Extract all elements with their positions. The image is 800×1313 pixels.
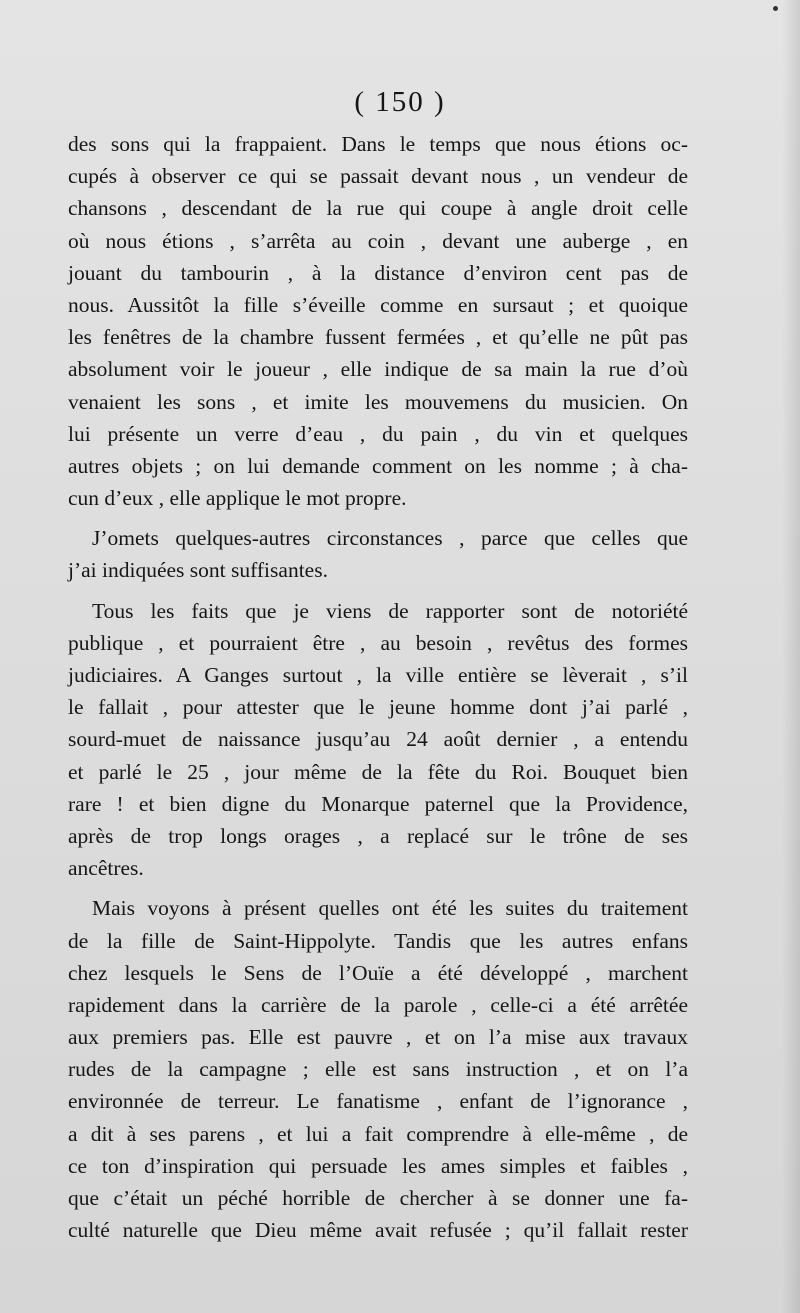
text-line: des sons qui la frappaient. Dans le temps que nous étions oc- <box>68 132 688 156</box>
text-line: le fallait , pour attester que le jeune homme dont j’ai parlé , <box>68 695 688 720</box>
text-line: publique , et pourraient être , au besoin , revêtus des formes <box>68 630 688 655</box>
text-line: venaient les sons , et imite les mouvemens du musicien. On <box>68 389 688 414</box>
text-line: les fenêtres de la chambre fussent fermées , et qu’elle ne pût pas <box>68 325 688 350</box>
text-line: environnée de terreur. Le fanatisme , enfant de l’ignorance , <box>68 1089 688 1114</box>
text-line: que c’était un péché horrible de chercher à se donner une fa- <box>68 1186 688 1210</box>
text-line: après de trop longs orages , a replacé sur le trône de ses <box>68 823 688 848</box>
text-line: jouant du tambourin , à la distance d’environ cent pas de <box>68 260 688 285</box>
text-line: cupés à observer ce qui se passait devant nous , un vendeur de <box>68 164 688 189</box>
text-line: absolument voir le joueur , elle indique de sa main la rue d’où <box>68 357 688 382</box>
text-line: Tous les faits que je viens de rapporter sont de notoriété <box>92 598 688 623</box>
text-line: où nous étions , s’arrêta au coin , devant une auberge , en <box>68 228 688 253</box>
text-line: chansons , descendant de la rue qui coupe à angle droit celle <box>68 196 688 221</box>
text-line: ancêtres. <box>68 856 144 881</box>
text-line: sourd-muet de naissance jusqu’au 24 août dernier , a entendu <box>68 727 688 752</box>
text-line: judiciaires. A Ganges surtout , la ville entière se lèverait , s’il <box>68 663 688 687</box>
text-line: culté naturelle que Dieu même avait refusée ; qu’il fallait rester <box>68 1218 688 1243</box>
text-line: cun d’eux , elle applique le mot propre. <box>68 486 407 511</box>
paragraph <box>68 522 688 586</box>
paragraph <box>68 128 688 514</box>
text-line: rapidement dans la carrière de la parole , celle-ci a été arrêtée <box>68 992 688 1017</box>
text-line: de la fille de Saint-Hippolyte. Tandis que les autres enfans <box>68 928 688 953</box>
page-number: ( 150 ) <box>354 86 446 118</box>
text-line: a dit à ses parens , et lui a fait comprendre à elle-même , de <box>68 1121 688 1146</box>
text-line: aux premiers pas. Elle est pauvre , et on l’a mise aux travaux <box>68 1025 688 1050</box>
text-line: Mais voyons à présent quelles ont été les suites du traitement <box>92 896 688 921</box>
ink-spot <box>773 6 778 11</box>
text-line: nous. Aussitôt la fille s’éveille comme en sursaut ; et quoique <box>68 292 688 317</box>
text-line: j’ai indiquées sont suffisantes. <box>68 558 328 583</box>
text-line: rare ! et bien digne du Monarque paternel que la Providence, <box>68 791 688 816</box>
text-line: chez lesquels le Sens de l’Ouïe a été développé , marchent <box>68 960 688 985</box>
text-line: ce ton d’inspiration qui persuade les ames simples et faibles , <box>68 1153 688 1178</box>
paragraph <box>68 595 688 885</box>
text-line: autres objets ; on lui demande comment on les nomme ; à cha- <box>68 453 688 478</box>
body-text <box>68 128 688 1254</box>
text-line: lui présente un verre d’eau , du pain , du vin et quelques <box>68 421 688 446</box>
text-line: et parlé le 25 , jour même de la fête du Roi. Bouquet bien <box>68 759 688 784</box>
page-edge-shadow <box>782 0 800 1313</box>
text-line: rudes de la campagne ; elle est sans instruction , et on l’a <box>68 1057 688 1082</box>
text-line: J’omets quelques-autres circonstances , parce que celles que <box>92 526 688 551</box>
paragraph <box>68 892 688 1246</box>
